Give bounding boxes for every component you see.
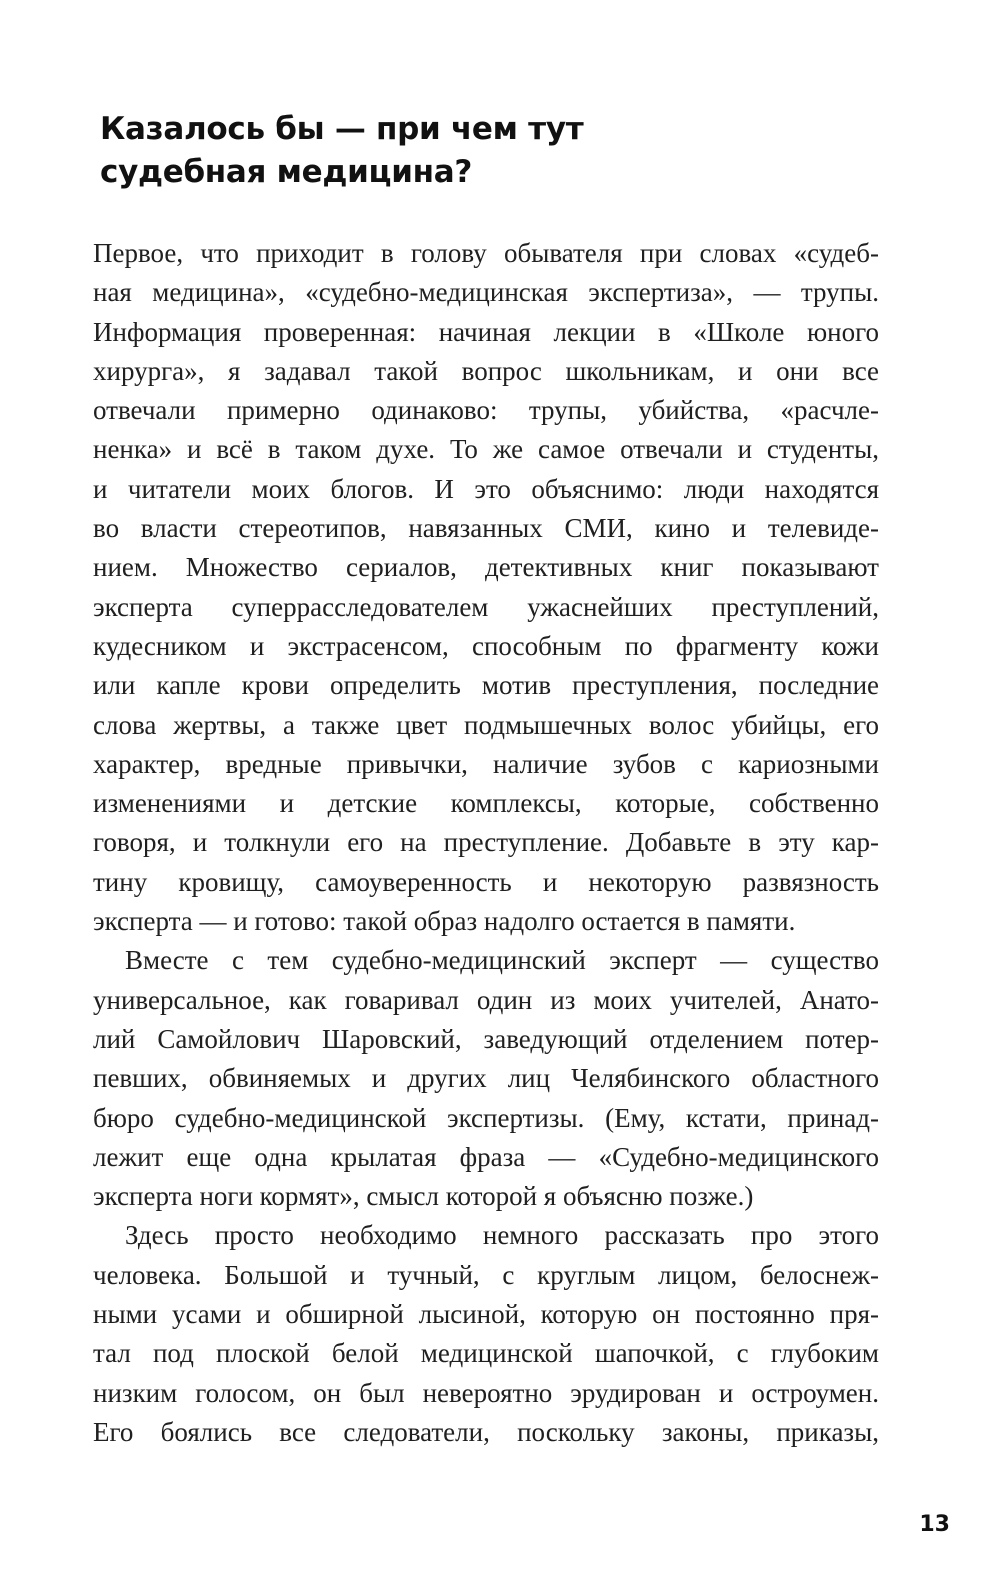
text-line: низким голосом, он был невероятно эрудирован и остроумен.: [93, 1377, 879, 1408]
text-line: бюро судебно-медицинской экспертизы. (Ему, кстати, принад-: [93, 1102, 879, 1133]
text-line: эксперта — и готово: такой образ надолго остается в памяти.: [93, 906, 796, 937]
text-line: изменениями и детские комплексы, которые, собственно: [93, 788, 879, 819]
text-line: характер, вредные привычки, наличие зубов с кариозными: [93, 748, 879, 779]
text-line: универсальное, как говаривал один из моих учителей, Анато-: [93, 984, 879, 1015]
heading-line-1: Казалось бы — при чем тут: [100, 111, 584, 147]
text-line: тину кровищу, самоуверенность и некоторую развязность: [93, 866, 879, 897]
text-line: говоря, и толкнули его на преступление. Добавьте в эту кар-: [93, 827, 879, 858]
text-line: лий Самойлович Шаровский, заведующий отделением потер-: [93, 1023, 879, 1054]
section-heading: [100, 108, 880, 194]
text-line: Первое, что приходит в голову обывателя при словах «судеб-: [93, 238, 879, 268]
heading-line-2: судебная медицина?: [100, 154, 473, 190]
page-number: 13: [919, 1512, 950, 1537]
text-line: отвечали примерно одинаково: трупы, убийства, «расчле-: [93, 395, 879, 426]
text-line: кудесником и экстрасенсом, способным по фрагменту кожи: [93, 630, 879, 661]
text-line: лежит еще одна крылатая фраза — «Судебно-медицинского: [93, 1141, 879, 1172]
text-line: во власти стереотипов, навязанных СМИ, кино и телевиде-: [93, 513, 879, 544]
text-line: ными усами и обширной лысиной, которую он постоянно пря-: [93, 1299, 879, 1330]
text-line: или капле крови определить мотив преступления, последние: [93, 670, 879, 701]
text-line: эксперта ноги кормят», смысл которой я объясню позже.): [93, 1181, 754, 1212]
text-line: и читатели моих блогов. И это объяснимо: люди находятся: [93, 473, 879, 504]
text-line: Вместе с тем судебно-медицинский эксперт — существо: [125, 945, 879, 976]
text-line: ная медицина», «судебно-медицинская экспертиза», — трупы.: [93, 277, 879, 308]
text-line: эксперта суперрасследователем ужаснейших преступлений,: [93, 591, 879, 622]
text-line: певших, обвиняемых и других лиц Челябинского областного: [93, 1063, 879, 1094]
text-line: слова жертвы, а также цвет подмышечных волос убийцы, его: [93, 709, 879, 740]
paragraph-1: [93, 234, 879, 941]
text-line: хирурга», я задавал такой вопрос школьникам, и они все: [93, 355, 879, 386]
text-line: Его боялись все следователи, поскольку законы, приказы,: [93, 1416, 879, 1447]
text-line: тал под плоской белой медицинской шапочкой, с глубоким: [93, 1338, 879, 1369]
text-line: Информация проверенная: начиная лекции в «Школе юного: [93, 316, 879, 347]
paragraph-3: [93, 1216, 879, 1452]
text-line: Здесь просто необходимо немного рассказать про этого: [125, 1220, 879, 1251]
text-line: нием. Множество сериалов, детективных книг показывают: [93, 552, 879, 583]
text-line: человека. Большой и тучный, с круглым лицом, белоснеж-: [93, 1259, 879, 1290]
body-text: [93, 234, 879, 1452]
paragraph-2: [93, 941, 879, 1216]
text-line: ненка» и всё в таком духе. То же самое отвечали и студенты,: [93, 434, 879, 465]
